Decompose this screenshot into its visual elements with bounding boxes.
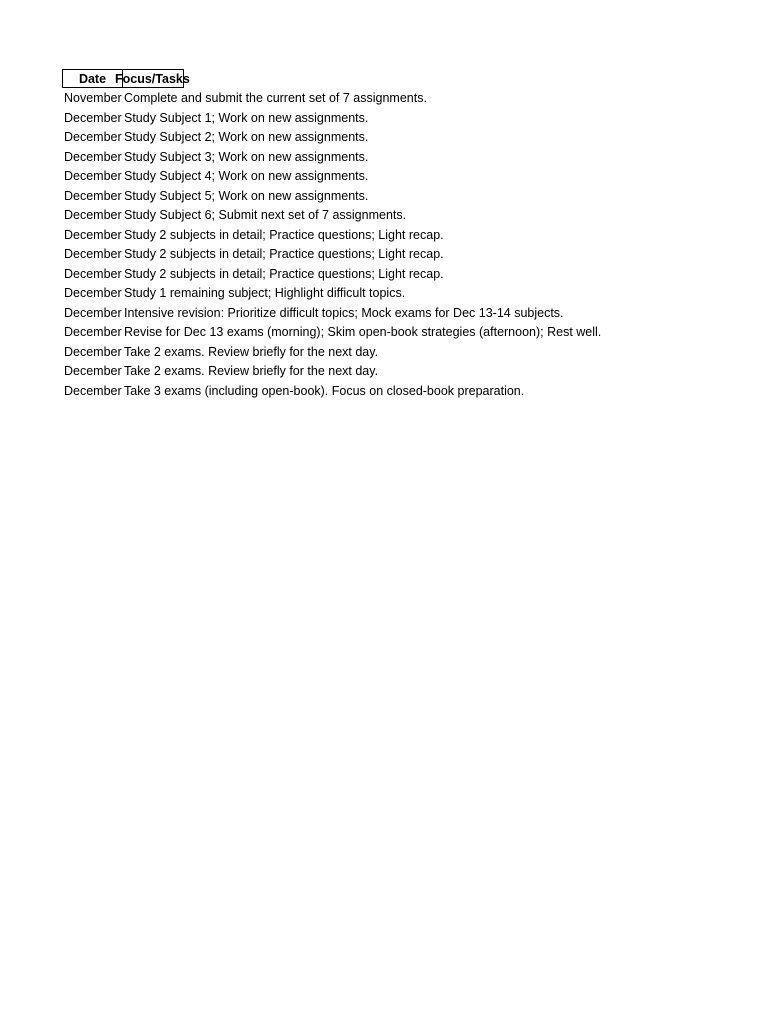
task-cell[interactable]: Complete and submit the current set of 7 assignments.: [124, 91, 427, 105]
task-cell[interactable]: Revise for Dec 13 exams (morning); Skim open-book strategies (afternoon); Rest well.: [124, 325, 602, 339]
date-cell[interactable]: December: [64, 383, 122, 398]
task-cell[interactable]: Intensive revision: Prioritize difficult topics; Mock exams for Dec 13-14 subjects.: [124, 305, 564, 320]
header-date-cell[interactable]: Date: [62, 69, 123, 88]
date-cell[interactable]: December: [64, 227, 122, 242]
date-cell[interactable]: December: [64, 149, 122, 164]
date-cell[interactable]: December: [64, 344, 122, 359]
task-cell[interactable]: Study 2 subjects in detail; Practice questions; Light recap.: [124, 247, 444, 261]
task-cell[interactable]: Study Subject 6; Submit next set of 7 assignments.: [124, 208, 407, 222]
header-focus-cell[interactable]: [115, 69, 190, 88]
task-cell[interactable]: Study Subject 4; Work on new assignments.: [124, 169, 369, 183]
header-focus-label: Focus/Tasks: [115, 72, 190, 86]
task-cell[interactable]: Study Subject 5; Work on new assignments.: [124, 188, 369, 203]
task-cell[interactable]: Study Subject 3; Work on new assignments.: [124, 149, 369, 164]
date-cell[interactable]: December: [64, 110, 122, 125]
task-cell[interactable]: Study Subject 1; Work on new assignments.: [124, 110, 369, 125]
date-cell[interactable]: December: [64, 364, 122, 378]
date-cell[interactable]: December: [64, 247, 122, 261]
date-cell[interactable]: December: [64, 169, 122, 183]
date-cell[interactable]: December: [64, 286, 122, 300]
task-cell[interactable]: Take 2 exams. Review briefly for the next day.: [124, 344, 379, 359]
task-cell[interactable]: Study 2 subjects in detail; Practice questions; Light recap.: [124, 266, 444, 281]
date-cell[interactable]: December: [64, 305, 122, 320]
task-cell[interactable]: Study Subject 2; Work on new assignments.: [124, 130, 369, 144]
date-cell[interactable]: November: [64, 91, 122, 105]
task-cell[interactable]: Take 2 exams. Review briefly for the next day.: [124, 364, 379, 378]
date-cell[interactable]: December: [64, 208, 122, 222]
date-cell[interactable]: December: [64, 325, 122, 339]
date-cell[interactable]: December: [64, 266, 122, 281]
task-cell[interactable]: Take 3 exams (including open-book). Focus on closed-book preparation.: [124, 383, 525, 398]
date-cell[interactable]: December: [64, 130, 122, 144]
task-cell[interactable]: Study 1 remaining subject; Highlight difficult topics.: [124, 286, 406, 300]
date-cell[interactable]: December: [64, 188, 122, 203]
task-cell[interactable]: Study 2 subjects in detail; Practice questions; Light recap.: [124, 227, 444, 242]
